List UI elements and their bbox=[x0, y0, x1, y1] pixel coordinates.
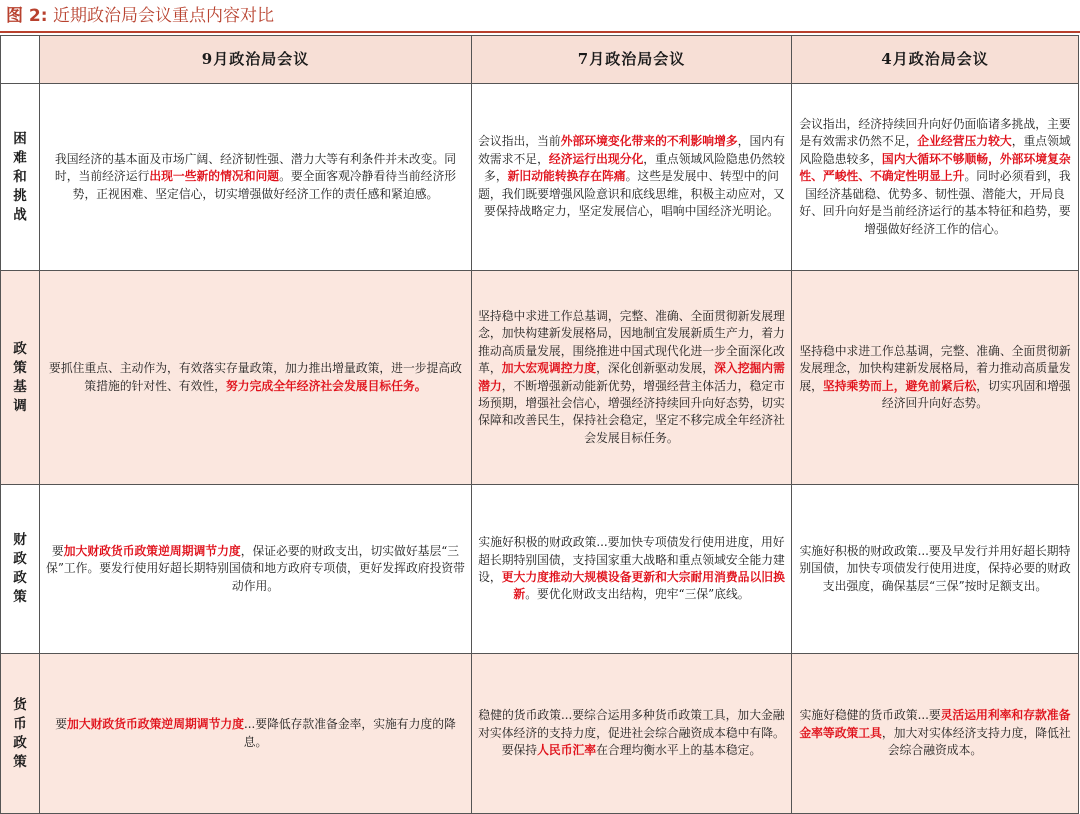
table-row bbox=[1, 84, 1079, 271]
corner-cell bbox=[1, 36, 40, 84]
highlight-text: 努力完成全年经济社会发展目标任务。 bbox=[226, 378, 427, 393]
cell-text: 要抓住重点、主动作为，有效落实存量政策，加力推出增量政策，进一步提高政策措施的针对性、有效性， bbox=[49, 361, 462, 393]
row-header-fiscal-policy: 财政政策 bbox=[1, 485, 40, 654]
cell-text: 实施好积极的财政政策...要及早发行并用好超长期特别国债，加快专项债发行使用进度，保持必要的财政支出强度，确保基层“三保”按时足额支出。 bbox=[799, 543, 1071, 593]
cell-text: 会议指出，经济持续回升向好仍面临诸多挑战，主要是有效需求仍然不足， bbox=[799, 117, 1071, 149]
highlight-text: 人民币汇率 bbox=[537, 743, 597, 758]
header-row bbox=[1, 36, 1079, 84]
cell bbox=[472, 485, 792, 654]
cell bbox=[40, 485, 472, 654]
cell bbox=[40, 271, 472, 485]
highlight-text: 外部环境变化带来的不利影响增多 bbox=[560, 134, 738, 149]
cell bbox=[472, 271, 792, 485]
highlight-text: 灵活运用利率和存款准备金率等政策工具 bbox=[799, 708, 1071, 740]
figure-title bbox=[0, 0, 1080, 33]
cell-text: ...要降低存款准备金率，实施有力度的降息。 bbox=[243, 717, 456, 749]
cell-text: ，重点领域风险隐患较多， bbox=[799, 134, 1071, 166]
cell-text: ，不断增强新动能新优势，增强经营主体活力，稳定市场预期，增强社会信心，增强经济持续回升向好态势，切实保障和改善民生，保持社会稳定，坚定不移完成全年经济社会发展目标任务。 bbox=[478, 378, 785, 445]
cell-text: 坚持稳中求进工作总基调，完整、准确、全面贯彻新发展理念，加快构建新发展格局，因地制宜发展新质生产力，着力推动高质量发展，围绕推进中国式现代化进一步全面深化改革， bbox=[478, 308, 785, 376]
cell-text: ，深化创新驱动发展， bbox=[596, 361, 715, 376]
row-header-challenges: 困难和挑战 bbox=[1, 84, 40, 271]
cell bbox=[472, 654, 792, 814]
cell-text: ，加大对实体经济支持力度，降低社会综合融资成本。 bbox=[881, 725, 1071, 758]
cell bbox=[40, 654, 472, 814]
cell-text: 我国经济的基本面及市场广阔、经济韧性强、潜力大等有利条件并未改变。同时，当前经济运行 bbox=[54, 151, 457, 184]
cell bbox=[792, 485, 1079, 654]
cell-text: 稳健的货币政策...要综合运用多种货币政策工具，加大金融对实体经济的支持力度，促进社会综合融资成本稳中有降。要保持 bbox=[478, 708, 785, 758]
table-row bbox=[1, 654, 1079, 814]
highlight-text: 加大宏观调控力度 bbox=[501, 361, 597, 376]
highlight-text: 企业经营压力较大 bbox=[917, 134, 1012, 149]
highlight-text: 加大财政货币政策逆周期调节力度 bbox=[63, 543, 241, 558]
highlight-text: 加大财政货币政策逆周期调节力度 bbox=[67, 717, 244, 732]
comparison-table bbox=[0, 35, 1079, 814]
cell-text: 。要优化财政支出结构，兜牢“三保”底线。 bbox=[525, 587, 750, 602]
cell-text: 会议指出，当前 bbox=[478, 134, 561, 149]
highlight-text: 经济运行出现分化 bbox=[548, 151, 644, 166]
cell bbox=[472, 84, 792, 271]
cell-text: 在合理均衡水平上的基本稳定。 bbox=[596, 743, 762, 758]
highlight-text: 深入挖掘内需潜力 bbox=[478, 361, 785, 393]
cell-text: ，重点领域风险隐患仍然较多， bbox=[484, 151, 785, 184]
cell-text: ，国内有效需求不足， bbox=[478, 134, 785, 166]
highlight-text: 国内大循环不够顺畅，外部环境复杂性、严峻性、不确定性明显上升 bbox=[799, 151, 1071, 184]
cell-text: 。同时必须看到，我国经济基础稳、优势多、韧性强、潜能大，开局良好、回升向好是当前经济运行的基本特征和趋势，要增强做好经济工作的信心。 bbox=[799, 169, 1071, 236]
cell bbox=[792, 654, 1079, 814]
table-row bbox=[1, 271, 1079, 485]
cell-text: 实施好稳健的货币政策...要 bbox=[799, 708, 941, 723]
column-header-apr: 4月政治局会议 bbox=[792, 36, 1079, 84]
cell-text: 坚持稳中求进工作总基调，完整、准确、全面贯彻新发展理念，加快构建新发展格局，着力推动高质量发展， bbox=[799, 343, 1071, 393]
cell-text: ，保证必要的财政支出，切实做好基层“三保”工作。要发行使用好超长期特别国债和地方政府专项债，更好发挥政府投资带动作用。 bbox=[46, 543, 465, 593]
table-row bbox=[1, 485, 1079, 654]
highlight-text: 更大力度推动大规模设备更新和大宗耐用消费品以旧换新 bbox=[501, 570, 785, 602]
cell-text: 。这些是发展中、转型中的问题，我们既要增强风险意识和底线思维，积极主动应对，又要保持战略定力，坚定发展信心，唱响中国经济光明论。 bbox=[478, 169, 785, 219]
row-header-policy-tone: 政策基调 bbox=[1, 271, 40, 485]
highlight-text: 出现一些新的情况和问题 bbox=[149, 169, 280, 184]
column-header-jul: 7月政治局会议 bbox=[472, 36, 792, 84]
cell-text: 要 bbox=[55, 717, 68, 732]
highlight-text: 新旧动能转换存在阵痛 bbox=[507, 169, 626, 184]
cell-text: 。要全面客观冷静看待当前经济形势，正视困难、坚定信心，切实增强做好经济工作的责任感和紧迫感。 bbox=[72, 169, 457, 201]
highlight-text: 坚持乘势而上，避免前紧后松 bbox=[822, 378, 977, 393]
cell-text: 实施好积极的财政政策...要加快专项债发行使用进度，用好超长期特别国债，支持国家重大战略和重点领域安全能力建设， bbox=[478, 535, 785, 584]
cell bbox=[40, 84, 472, 271]
column-header-sep: 9月政治局会议 bbox=[40, 36, 472, 84]
figure-label: 图 2: bbox=[6, 6, 48, 26]
cell-text: ，切实巩固和增强经济回升向好态势。 bbox=[881, 378, 1071, 410]
cell-text: 要 bbox=[51, 543, 64, 558]
cell bbox=[792, 271, 1079, 485]
cell bbox=[792, 84, 1079, 271]
row-header-monetary-policy: 货币政策 bbox=[1, 654, 40, 814]
figure-title-text: 近期政治局会议重点内容对比 bbox=[52, 6, 274, 26]
